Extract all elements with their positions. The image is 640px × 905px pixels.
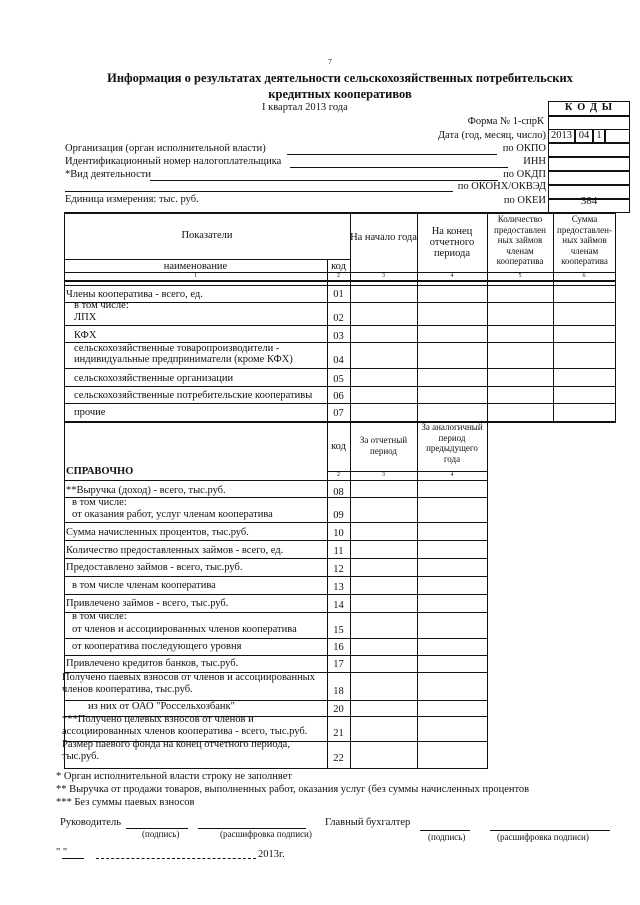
row-name: сельскохозяйственные организации [74, 373, 234, 384]
okonh-label: по ОКОНХ/ОКВЭД [457, 181, 546, 192]
okei-label: по ОКЕИ [503, 195, 546, 206]
row-code: 21 [333, 728, 344, 739]
date-day: 1 [596, 130, 602, 141]
loan-count-header: Количество предоставлен ных займов членам кооператива [494, 214, 546, 266]
okdp-box[interactable] [548, 171, 630, 185]
accountant-decode-caption: (расшифровка подписи) [497, 832, 589, 842]
row-code: 18 [333, 686, 344, 697]
row-name: Предоставлено займов - всего, тыс.руб. [66, 562, 243, 573]
activity-label: *Вид деятельности [65, 169, 151, 180]
inn-label: ИНН [523, 156, 546, 167]
okei-value: 384 [580, 195, 598, 207]
row-name: от кооператива последующего уровня [72, 641, 242, 652]
row-code: 02 [333, 313, 344, 324]
row-name: прочие [74, 407, 106, 418]
row-name: Привлечено кредитов банков, тыс.руб. [66, 658, 239, 669]
colnum-6: 6 [582, 273, 586, 279]
accountant-label: Главный бухгалтер [325, 817, 411, 828]
row-code: 22 [333, 753, 344, 764]
inn-id-label: Идентификационный номер налогоплательщика [65, 156, 282, 167]
date-month: 04 [578, 130, 590, 141]
footnote-1: * Орган исполнительной власти строку не заполняет [56, 771, 292, 782]
row-code: 12 [333, 564, 344, 575]
ref-code-header: код [331, 441, 346, 452]
row-code: 04 [333, 355, 344, 366]
row-name: сельскохозяйственные товаропроизводители - индивидуальные предприниматели (кроме КФХ) [74, 343, 293, 365]
head-label: Руководитель [60, 817, 121, 828]
row-name: в том числе членам кооператива [72, 580, 216, 591]
row-code: 20 [333, 704, 344, 715]
inn-line[interactable] [290, 167, 508, 168]
row-code: 03 [333, 331, 344, 342]
end-period-header: На конец отчетного периода [429, 226, 475, 259]
row-code: 16 [333, 642, 344, 653]
row-code: 11 [333, 546, 344, 557]
row-code: 08 [333, 487, 344, 498]
year-label: 2013г. [258, 849, 285, 860]
ref-prev-header: За аналогичный период предыдущего года [421, 422, 483, 464]
ref-colnum-3: 3 [382, 472, 385, 478]
org-line[interactable] [287, 154, 497, 155]
accountant-signature-line[interactable] [420, 830, 470, 831]
row-name: от членов и ассоциированных членов кооператива [72, 624, 297, 635]
activity-line-2[interactable] [65, 191, 453, 192]
date-quotes: " " [56, 847, 68, 858]
row-name: Количество предоставленных займов - всего, ед. [66, 545, 284, 556]
date-extra-box [605, 129, 630, 143]
row-name: ЛПХ [74, 312, 97, 323]
row-code: 17 [333, 659, 344, 670]
row-name: ***Получено целевых взносов от членов и ассоциированных членов кооператива - всего, тыс.руб. [62, 714, 308, 737]
colnum-4: 4 [450, 273, 454, 279]
unit-label: Единица измерения: тыс. руб. [65, 194, 199, 205]
page-number: 7 [328, 58, 332, 66]
row-code: 07 [333, 408, 344, 419]
loan-sum-header: Сумма предоставлен-ных займов членам кооператива [557, 214, 612, 266]
form-code-box [548, 116, 630, 130]
row-code: 13 [333, 582, 344, 593]
row-name: КФХ [74, 330, 97, 341]
org-label: Организация (орган исполнительной власти) [65, 143, 266, 154]
row-name: из них от ОАО "Россельхозбанк" [88, 701, 235, 712]
row-name: в том числе: [72, 611, 127, 622]
accountant-signature-caption: (подпись) [428, 832, 466, 842]
row-code: 09 [333, 510, 344, 521]
okdp-label: по ОКДП [503, 169, 546, 180]
row-name: Члены кооператива - всего, ед. [66, 289, 203, 300]
period-label: I квартал 2013 года [262, 102, 348, 113]
date-label: Дата (год, месяц, число) [437, 130, 546, 141]
row-code: 06 [333, 391, 344, 402]
indicators-header: Показатели [181, 230, 233, 241]
row-name: **Выручка (доход) - всего, тыс.руб. [66, 485, 226, 496]
colnum-5: 5 [518, 273, 522, 279]
page-title: Информация о результатах деятельности сельскохозяйственных потребительских кредитных кооперативов [107, 71, 573, 101]
row-name: сельскохозяйственные потребительские кооперативы [74, 390, 313, 401]
row-name: Получено паевых взносов от членов и ассоциированных членов кооператива, тыс.руб. [62, 672, 315, 695]
footnote-2: ** Выручка от продажи товаров, выполненных работ, оказания услуг (без суммы начисленных процентов [56, 784, 530, 795]
codes-header: К О Д Ы [564, 102, 614, 113]
start-year-header: На начало года [350, 232, 417, 243]
head-signature-caption: (подпись) [142, 829, 180, 839]
okpo-label: по ОКПО [502, 143, 546, 154]
okpo-box[interactable] [548, 143, 630, 157]
colnum-1: 1 [194, 273, 197, 279]
name-header: наименование [163, 261, 228, 272]
code-header: код [331, 261, 346, 272]
row-name: Сумма начисленных процентов, тыс.руб. [66, 527, 249, 538]
colnum-3: 3 [382, 273, 385, 279]
ref-period-header: За отчетный период [359, 435, 408, 456]
date-year: 2013 [551, 130, 572, 141]
footnote-3: *** Без суммы паевых взносов [56, 797, 195, 808]
form-label: Форма № 1-спрК [467, 116, 544, 127]
row-name: Размер паевого фонда на конец отчетного периода, тыс.руб. [62, 739, 290, 762]
row-code: 01 [333, 289, 344, 300]
reference-title: СПРАВОЧНО [66, 466, 134, 477]
row-code: 10 [333, 528, 344, 539]
inn-box[interactable] [548, 157, 630, 171]
date-day-line[interactable] [62, 858, 84, 859]
head-decode-caption: (расшифровка подписи) [220, 829, 312, 839]
row-code: 14 [333, 600, 344, 611]
row-name: в том числе: [74, 300, 129, 311]
row-code: 05 [333, 374, 344, 385]
ref-colnum-4: 4 [450, 472, 454, 478]
colnum-2: 2 [337, 273, 340, 279]
row-name: Привлечено займов - всего, тыс.руб. [66, 598, 229, 609]
row-name: в том числе: [72, 497, 127, 508]
date-month-line[interactable] [96, 858, 256, 859]
row-code: 15 [333, 625, 344, 636]
row-name: от оказания работ, услуг членам кооператива [72, 509, 273, 520]
ref-colnum-2: 2 [337, 472, 340, 478]
accountant-decode-line[interactable] [490, 830, 610, 831]
